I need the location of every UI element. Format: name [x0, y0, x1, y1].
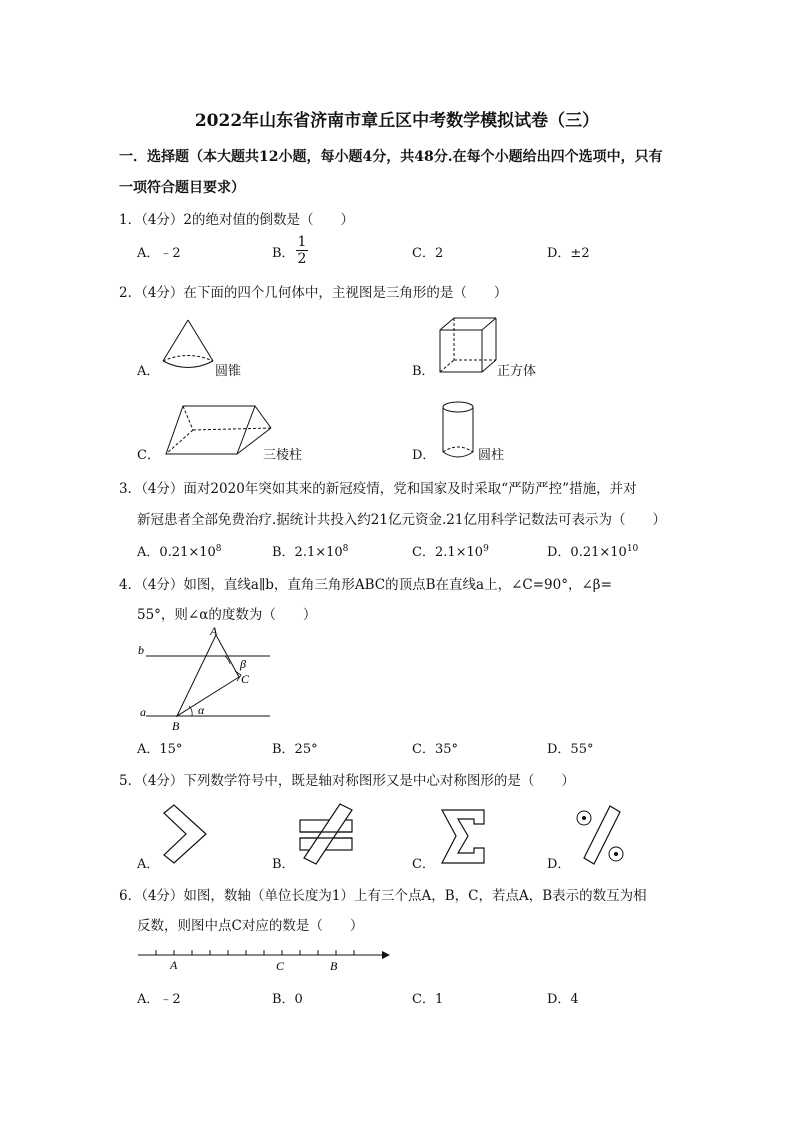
- q5-option-b: B．: [272, 857, 295, 872]
- q2-option-a: A．: [137, 364, 160, 379]
- question-3-line2: 新冠患者全部免费治疗.据统计共投入约21亿元资金.21亿用科学记数法可表示为（ ）: [137, 512, 666, 528]
- q6-option-b: B．0: [272, 992, 303, 1007]
- q6-option-d: D．4: [547, 992, 579, 1007]
- q4-option-b: B．25°: [272, 742, 318, 757]
- q4-label-B: B: [172, 719, 180, 733]
- q3-option-b-base: B．2.1×10: [272, 545, 343, 560]
- q4-option-c: C．35°: [412, 742, 458, 757]
- page-title: 2022年山东省济南市章丘区中考数学模拟试卷（三）: [194, 111, 600, 131]
- q1-option-d: D．±2: [547, 246, 590, 261]
- q6-label-B: B: [330, 959, 338, 973]
- question-6-line2: 反数，则图中点C对应的数是（ ）: [137, 918, 364, 934]
- q6-label-C: C: [276, 959, 285, 973]
- q3-option-c-base: C．2.1×10: [412, 545, 484, 560]
- q3-option-c-exp: 9: [483, 544, 489, 554]
- q3-option-a: [137, 541, 222, 560]
- question-2-text: 2．（4分）在下面的四个几何体中，主视图是三角形的是（ ）: [119, 285, 508, 301]
- q6-number-line-figure: [136, 944, 398, 978]
- fraction-denominator: 2: [297, 251, 307, 267]
- q2-option-d: D．: [412, 448, 436, 463]
- question-6-line1: 6．（4分）如图，数轴（单位长度为1）上有三个点A，B，C，若点A，B表示的数互为相: [119, 888, 647, 904]
- q1-option-b: B．: [272, 246, 295, 261]
- q1-option-c: C．2: [412, 246, 444, 261]
- q4-option-a: A．15°: [137, 742, 183, 757]
- q4-label-a: a: [140, 705, 146, 719]
- not-equal-symbol-icon: [298, 802, 358, 866]
- q4-label-A: A: [210, 624, 218, 638]
- greater-than-symbol-icon: [162, 803, 210, 865]
- q3-option-d-base: D．0.21×10: [547, 545, 627, 560]
- q6-option-c: C．1: [412, 992, 444, 1007]
- section-header-line2: 一项符合题目要求）: [119, 180, 245, 196]
- cube-icon: [438, 316, 498, 374]
- q2-option-d-label: 圆柱: [478, 448, 505, 463]
- q3-option-d: [547, 541, 638, 560]
- q3-option-b: [272, 541, 348, 560]
- q3-option-b-exp: 8: [342, 544, 349, 554]
- q4-option-d: D．55°: [547, 742, 594, 757]
- q2-option-b-label: 正方体: [497, 364, 537, 379]
- q6-label-A: A: [170, 958, 178, 972]
- q1-option-a: A．﹣2: [137, 246, 181, 261]
- q2-option-c: C．: [137, 448, 160, 463]
- q5-option-a: A．: [137, 857, 160, 872]
- q4-parallel-lines-figure: [136, 624, 276, 734]
- section-header-line1: 一．选择题（本大题共12小题，每小题4分，共48分.在每个小题给出四个选项中，只有: [119, 149, 663, 165]
- q6-option-a: A．﹣2: [137, 992, 181, 1007]
- q4-label-beta: β: [240, 657, 246, 671]
- question-1-text: 1．（4分）2的绝对值的倒数是（ ）: [119, 212, 355, 228]
- sigma-symbol-icon: [440, 808, 488, 866]
- q5-option-d: D．: [547, 857, 571, 872]
- q3-option-d-exp: 10: [626, 544, 639, 554]
- fraction-numerator: 1: [297, 234, 307, 250]
- question-4-line2: 55°，则∠α的度数为（ ）: [137, 607, 317, 623]
- q2-option-b: B．: [412, 364, 435, 379]
- q5-option-c: C．: [412, 857, 435, 872]
- question-4-line1: 4．（4分）如图，直线a∥b，直角三角形ABC的顶点B在直线a上，∠C=90°，∠β=: [119, 577, 612, 593]
- percent-symbol-icon: [572, 804, 632, 866]
- q4-label-C: C: [241, 672, 250, 686]
- q1-option-b-fraction: [295, 234, 309, 267]
- cone-icon: [160, 318, 220, 374]
- q3-option-c: [412, 541, 489, 560]
- q3-option-a-exp: 8: [215, 544, 222, 554]
- cylinder-icon: [441, 400, 477, 462]
- q2-option-c-label: 三棱柱: [263, 448, 303, 463]
- question-3-line1: 3．（4分）面对2020年突如其来的新冠疫情，党和国家及时采取“严防严控”措施，并对: [119, 481, 637, 497]
- q4-label-b: b: [138, 643, 144, 657]
- q2-option-a-label: 圆锥: [215, 364, 242, 379]
- question-5-text: 5．（4分）下列数学符号中，既是轴对称图形又是中心对称图形的是（ ）: [119, 773, 575, 789]
- q3-option-a-base: A．0.21×10: [137, 545, 216, 560]
- q4-label-alpha: α: [198, 703, 205, 717]
- triangular-prism-icon: [163, 404, 273, 456]
